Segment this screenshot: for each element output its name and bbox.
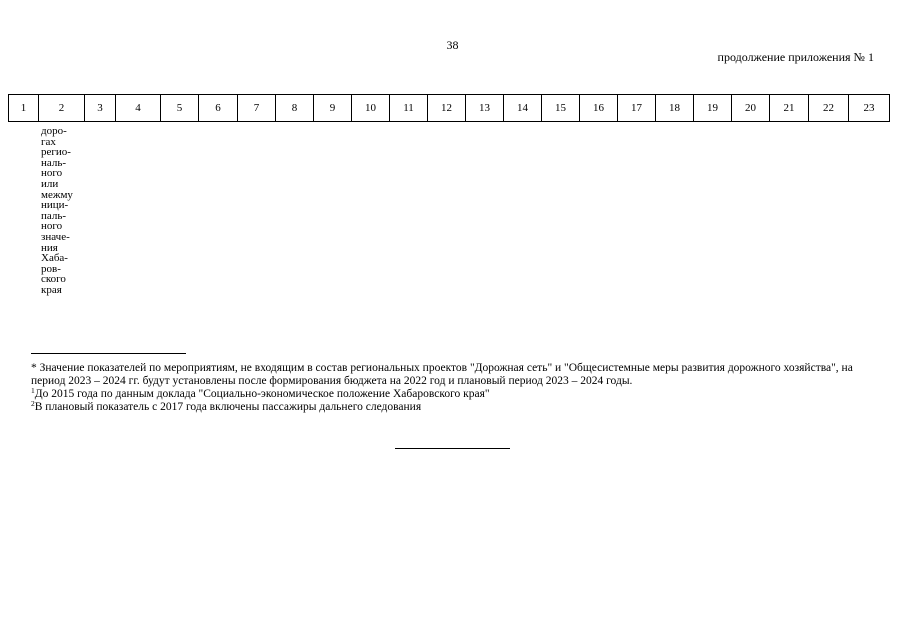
page-number: 38 <box>446 38 459 52</box>
column-2-line: Хаба- <box>41 252 68 265</box>
header-cell: 15 <box>542 95 580 122</box>
header-cell: 2 <box>39 95 85 122</box>
header-cell: 8 <box>276 95 314 122</box>
footnote-2-marker: 2 <box>31 399 35 408</box>
header-cell: 12 <box>428 95 466 122</box>
column-2-line: ного <box>41 220 63 233</box>
footnote-1-text: До 2015 года по данным доклада "Социально-экономическое положение Хабаровского края" <box>34 388 490 400</box>
column-2-line: или <box>41 177 59 190</box>
header-cell: 1 <box>9 95 39 122</box>
column-2-line: ского <box>41 273 66 286</box>
column-2-line: края <box>41 283 62 296</box>
header-cell: 21 <box>770 95 809 122</box>
header-cell: 11 <box>390 95 428 122</box>
footnote-divider <box>31 353 186 354</box>
column-2-line: ров- <box>41 262 61 275</box>
column-2-line: доро- <box>41 125 67 137</box>
footnote-asterisk: * Значение показателей по мероприятиям, не входящим в состав региональных проектов "Дорожная сеть" и "Общесистемные меры развития дорожного хозяйства", на период 2023 – 2024 гг. будут установлены после формирования бюджета на 2022 год и плановый период 2023 – 2024 годы. <box>31 362 853 387</box>
header-cell: 20 <box>732 95 770 122</box>
header-cell: 13 <box>466 95 504 122</box>
end-divider <box>395 448 510 449</box>
footnote-2 <box>31 401 881 414</box>
header-cell: 19 <box>694 95 732 122</box>
header-cell: 14 <box>504 95 542 122</box>
column-2-line: регио- <box>41 146 71 159</box>
footnote-2-text: В плановый показатель с 2017 года включены пассажиры дальнего следования <box>34 401 422 413</box>
footnote-1 <box>31 388 881 401</box>
header-cell: 4 <box>116 95 161 122</box>
header-cell: 17 <box>618 95 656 122</box>
header-cell: 10 <box>352 95 390 122</box>
column-2-line: ници- <box>41 199 69 212</box>
column-2-line: ния <box>41 241 58 254</box>
footnote-1-marker: 1 <box>31 386 35 395</box>
header-cell: 23 <box>849 95 890 122</box>
column-2-line: наль- <box>41 156 67 169</box>
table-header-row <box>9 95 890 122</box>
column-2-text <box>41 126 73 296</box>
footnotes <box>31 362 881 414</box>
column-2-line: межму <box>41 188 73 201</box>
table-header-row-table <box>8 94 890 122</box>
column-2-line: значе- <box>41 230 70 243</box>
header-cell: 22 <box>809 95 849 122</box>
continuation-label: продолжение приложения № 1 <box>717 50 874 64</box>
header-cell: 16 <box>580 95 618 122</box>
column-2-line: гах <box>41 135 56 148</box>
column-2-line: паль- <box>41 209 67 222</box>
header-cell: 7 <box>238 95 276 122</box>
header-cell: 5 <box>161 95 199 122</box>
column-2-line: ного <box>41 167 63 180</box>
header-cell: 18 <box>656 95 694 122</box>
header-cell: 9 <box>314 95 352 122</box>
header-cell: 6 <box>199 95 238 122</box>
header-cell: 3 <box>85 95 116 122</box>
